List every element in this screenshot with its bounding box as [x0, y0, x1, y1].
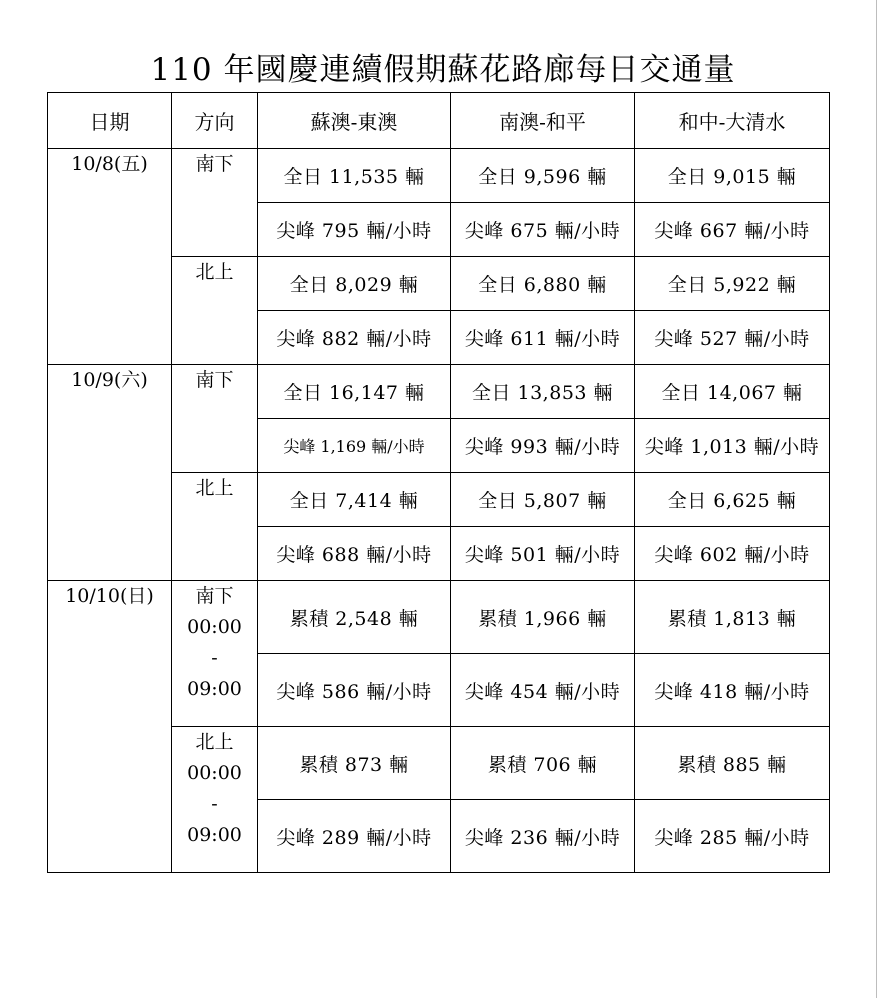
document-title: 110 年國慶連續假期蘇花路廊每日交通量 — [150, 52, 736, 88]
total-cell: 累積 873 輛 — [258, 727, 451, 800]
total-cell: 全日 9,596 輛 — [451, 149, 635, 203]
direction-label: 北上 — [195, 261, 234, 283]
peak-cell: 尖峰 527 輛/小時 — [635, 311, 830, 365]
header-route-3: 和中-大清水 — [635, 93, 830, 149]
direction-cell — [172, 727, 258, 873]
time-start: 00:00 — [187, 762, 242, 784]
total-cell: 全日 7,414 輛 — [258, 473, 451, 527]
peak-cell: 尖峰 501 輛/小時 — [451, 527, 635, 581]
direction-cell — [172, 581, 258, 727]
date-cell: 10/8(五) — [48, 149, 172, 365]
peak-cell: 尖峰 993 輛/小時 — [451, 419, 635, 473]
direction-label: 北上 — [195, 477, 234, 499]
table-row — [48, 365, 830, 419]
date-cell: 10/10(日) — [48, 581, 172, 873]
header-route-1: 蘇澳-東澳 — [258, 93, 451, 149]
peak-cell: 尖峰 418 輛/小時 — [635, 654, 830, 727]
total-cell: 全日 5,807 輛 — [451, 473, 635, 527]
peak-cell: 尖峰 289 輛/小時 — [258, 800, 451, 873]
direction-cell — [172, 149, 258, 257]
total-cell: 累積 1,966 輛 — [451, 581, 635, 654]
peak-cell: 尖峰 611 輛/小時 — [451, 311, 635, 365]
peak-cell: 尖峰 586 輛/小時 — [258, 654, 451, 727]
direction-cell — [172, 365, 258, 473]
table-row — [48, 581, 830, 654]
total-cell: 全日 6,625 輛 — [635, 473, 830, 527]
table-row — [48, 149, 830, 203]
total-cell: 累積 706 輛 — [451, 727, 635, 800]
total-cell: 全日 9,015 輛 — [635, 149, 830, 203]
peak-cell: 尖峰 602 輛/小時 — [635, 527, 830, 581]
total-cell: 全日 5,922 輛 — [635, 257, 830, 311]
header-route-2: 南澳-和平 — [451, 93, 635, 149]
time-start: 00:00 — [187, 616, 242, 638]
direction-cell — [172, 257, 258, 365]
peak-cell: 尖峰 675 輛/小時 — [451, 203, 635, 257]
direction-label: 北上 — [195, 731, 234, 753]
header-row — [48, 93, 830, 149]
time-separator: - — [211, 647, 218, 669]
total-cell: 累積 2,548 輛 — [258, 581, 451, 654]
peak-cell: 尖峰 688 輛/小時 — [258, 527, 451, 581]
peak-cell: 尖峰 454 輛/小時 — [451, 654, 635, 727]
peak-cell: 尖峰 667 輛/小時 — [635, 203, 830, 257]
page-edge-line — [876, 0, 877, 998]
total-cell: 全日 11,535 輛 — [258, 149, 451, 203]
peak-cell: 尖峰 882 輛/小時 — [258, 311, 451, 365]
total-cell: 全日 6,880 輛 — [451, 257, 635, 311]
direction-label: 南下 — [195, 585, 234, 607]
time-separator: - — [211, 793, 218, 815]
peak-cell: 尖峰 1,013 輛/小時 — [635, 419, 830, 473]
header-date: 日期 — [48, 93, 172, 149]
total-cell: 累積 1,813 輛 — [635, 581, 830, 654]
peak-cell: 尖峰 795 輛/小時 — [258, 203, 451, 257]
peak-cell: 尖峰 285 輛/小時 — [635, 800, 830, 873]
peak-cell: 尖峰 236 輛/小時 — [451, 800, 635, 873]
time-end: 09:00 — [187, 678, 242, 700]
total-cell: 全日 14,067 輛 — [635, 365, 830, 419]
total-cell: 全日 8,029 輛 — [258, 257, 451, 311]
total-cell: 累積 885 輛 — [635, 727, 830, 800]
total-cell: 全日 13,853 輛 — [451, 365, 635, 419]
direction-label: 南下 — [195, 369, 234, 391]
header-direction: 方向 — [172, 93, 258, 149]
total-cell: 全日 16,147 輛 — [258, 365, 451, 419]
time-end: 09:00 — [187, 824, 242, 846]
direction-label: 南下 — [195, 153, 234, 175]
direction-cell — [172, 473, 258, 581]
peak-cell: 尖峰 1,169 輛/小時 — [258, 419, 451, 473]
date-cell: 10/9(六) — [48, 365, 172, 581]
traffic-volume-table — [47, 92, 830, 873]
